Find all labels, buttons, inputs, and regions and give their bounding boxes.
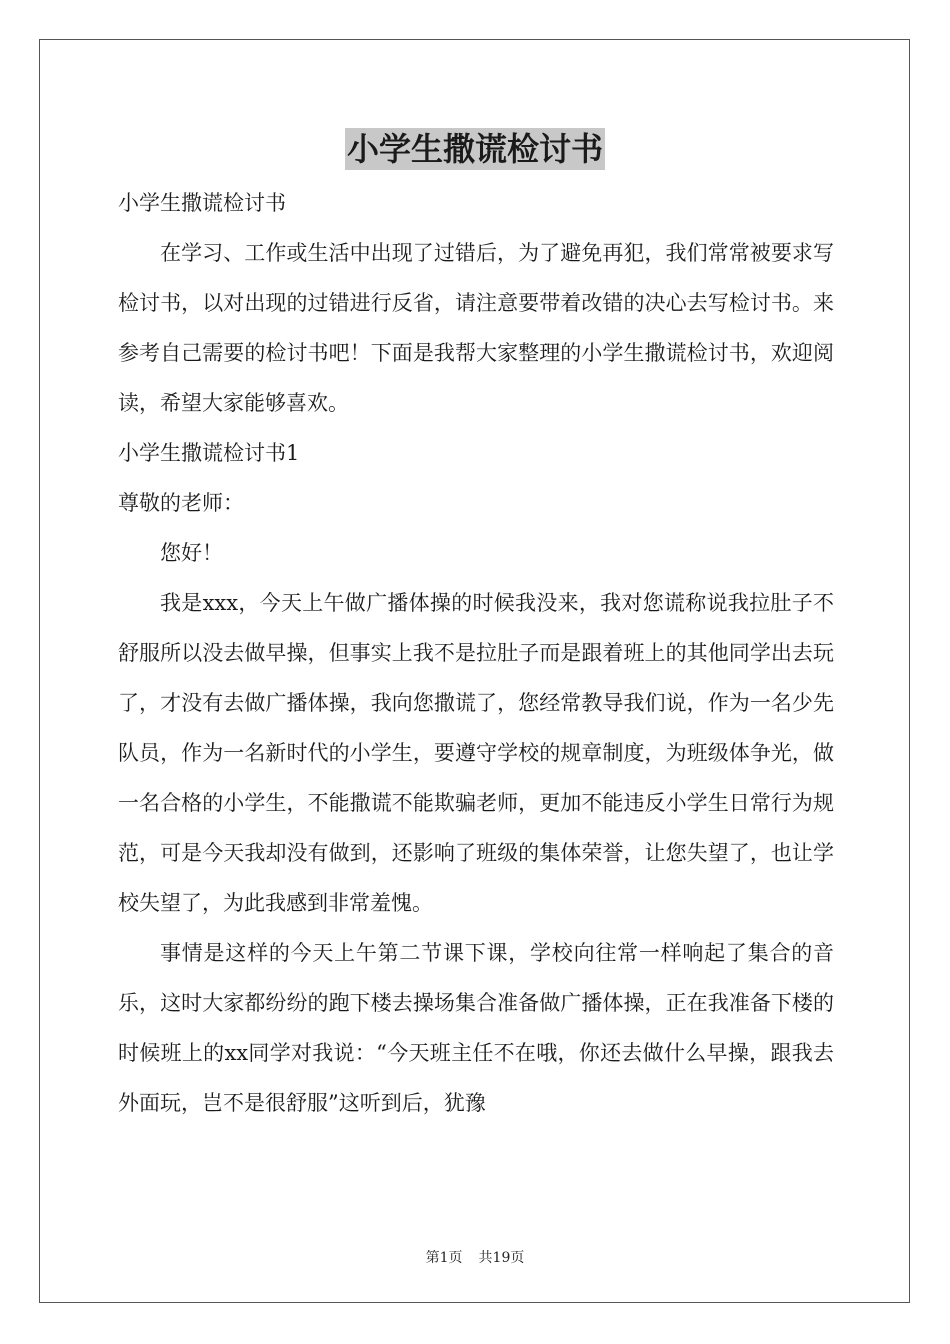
title-container [0, 128, 950, 170]
paragraph: 我是xxx，今天上午做广播体操的时候我没来，我对您谎称说我拉肚子不舒服所以没去做早操，但事实上我不是拉肚子而是跟着班上的其他同学出去玩了，才没有去做广播体操，我向您撒谎了，您经常教导我们说，作为一名少先队员，作为一名新时代的小学生，要遵守学校的规章制度，为班级体争光，做一名合格的小学生，不能撒谎不能欺骗老师，更加不能违反小学生日常行为规范，可是今天我却没有做到，还影响了班级的集体荣誉，让您失望了，也让学校失望了，为此我感到非常羞愧。 [118, 591, 834, 915]
document-title: 小学生撒谎检讨书 [346, 130, 603, 168]
page-number: 第1页 [425, 1250, 463, 1266]
paragraph: 尊敬的老师： [118, 491, 244, 515]
paragraph: 您好！ [160, 541, 223, 565]
page-total: 共19页 [478, 1250, 525, 1266]
document-body [118, 178, 834, 1128]
paragraph: 小学生撒谎检讨书 [118, 191, 286, 215]
paragraph: 小学生撒谎检讨书1 [118, 441, 300, 465]
page-footer [0, 1247, 950, 1267]
paragraph: 在学习、工作或生活中出现了过错后，为了避免再犯，我们常常被要求写检讨书，以对出现的过错进行反省，请注意要带着改错的决心去写检讨书。来参考自己需要的检讨书吧！下面是我帮大家整理的小学生撒谎检讨书，欢迎阅读，希望大家能够喜欢。 [118, 241, 834, 415]
paragraph: 事情是这样的今天上午第二节课下课，学校向往常一样响起了集合的音乐，这时大家都纷纷的跑下楼去操场集合准备做广播体操，正在我准备下楼的时候班上的xx同学对我说：“今天班主任不在哦，你还去做什么早操，跟我去外面玩，岂不是很舒服”这听到后，犹豫 [118, 941, 834, 1115]
